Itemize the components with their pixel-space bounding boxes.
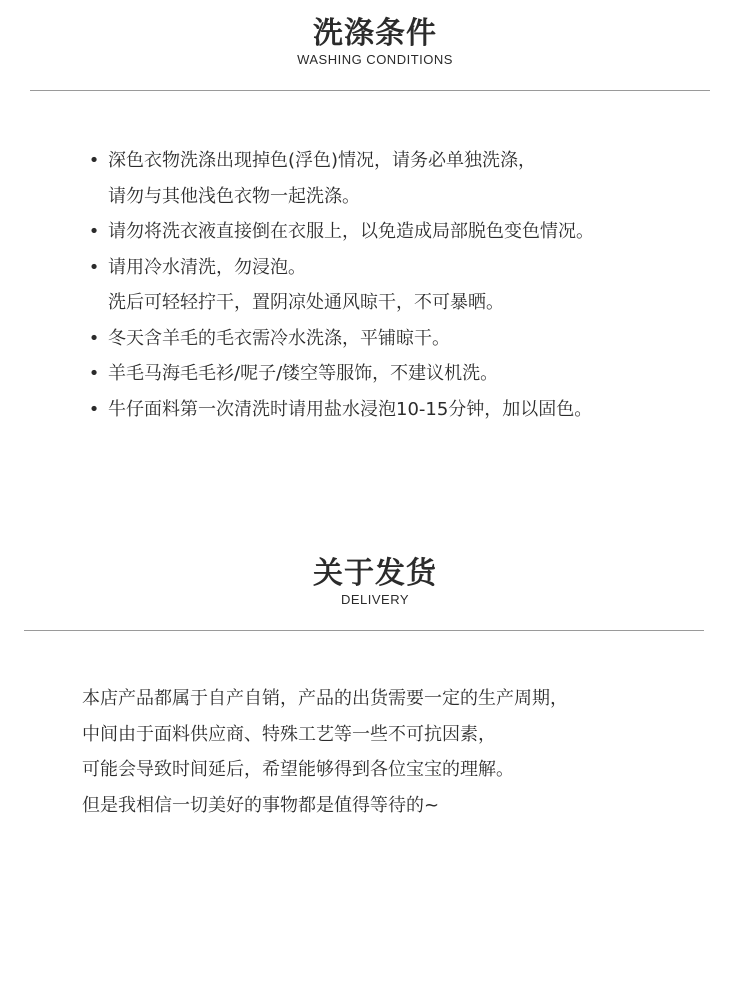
bullet-icon: • — [88, 221, 100, 242]
bullet-icon: • — [88, 327, 100, 349]
washing-list — [86, 147, 726, 431]
washing-list-item — [86, 183, 726, 219]
delivery-paragraph-line: 但是我相信一切美好的事物都是值得等待的~ — [82, 794, 440, 816]
bullet-icon: • — [88, 363, 100, 384]
washing-divider — [30, 90, 710, 91]
washing-subtitle: WASHING CONDITIONS — [297, 52, 453, 67]
washing-title: 洗涤条件 — [313, 16, 437, 51]
delivery-paragraph-line: 本店产品都属于自产自销，产品的出货需要一定的生产周期， — [82, 688, 568, 709]
bullet-icon: • — [88, 398, 100, 420]
washing-list-item-text: 冬天含羊毛的毛衣需冷水洗涤，平铺晾干。 — [108, 327, 450, 349]
delivery-body — [82, 685, 722, 827]
washing-list-item-text: 请勿与其他浅色衣物一起洗涤。 — [108, 185, 360, 207]
washing-list-item-text: 请勿将洗衣液直接倒在衣服上，以免造成局部脱色变色情况。 — [108, 221, 594, 242]
delivery-title: 关于发货 — [313, 556, 437, 591]
washing-list-item-text: 深色衣物洗涤出现掉色(浮色)情况，请务必单独洗涤， — [108, 150, 537, 171]
washing-list-item-text: 羊毛马海毛毛衫/呢子/镂空等服饰，不建议机洗。 — [108, 363, 499, 384]
washing-list-item — [86, 360, 726, 396]
delivery-subtitle: DELIVERY — [340, 592, 410, 607]
washing-list-item — [86, 218, 726, 254]
washing-list-item — [86, 147, 726, 183]
washing-list-item — [86, 396, 726, 432]
washing-list-item-text: 洗后可轻轻拧干，置阴凉处通风晾干，不可暴晒。 — [108, 292, 504, 313]
delivery-divider — [24, 630, 704, 631]
bullet-icon: • — [88, 256, 100, 278]
washing-list-item — [86, 325, 726, 361]
washing-list-item — [86, 254, 726, 290]
bullet-icon: • — [88, 150, 100, 171]
washing-list-item-text: 请用冷水清洗，勿浸泡。 — [108, 256, 306, 278]
washing-list-item-text: 牛仔面料第一次清洗时请用盐水浸泡10-15分钟，加以固色。 — [108, 398, 593, 420]
delivery-paragraph-line: 中间由于面料供应商、特殊工艺等一些不可抗因素， — [82, 723, 496, 745]
washing-list-item — [86, 289, 726, 325]
delivery-paragraph-line: 可能会导致时间延后，希望能够得到各位宝宝的理解。 — [82, 759, 514, 780]
